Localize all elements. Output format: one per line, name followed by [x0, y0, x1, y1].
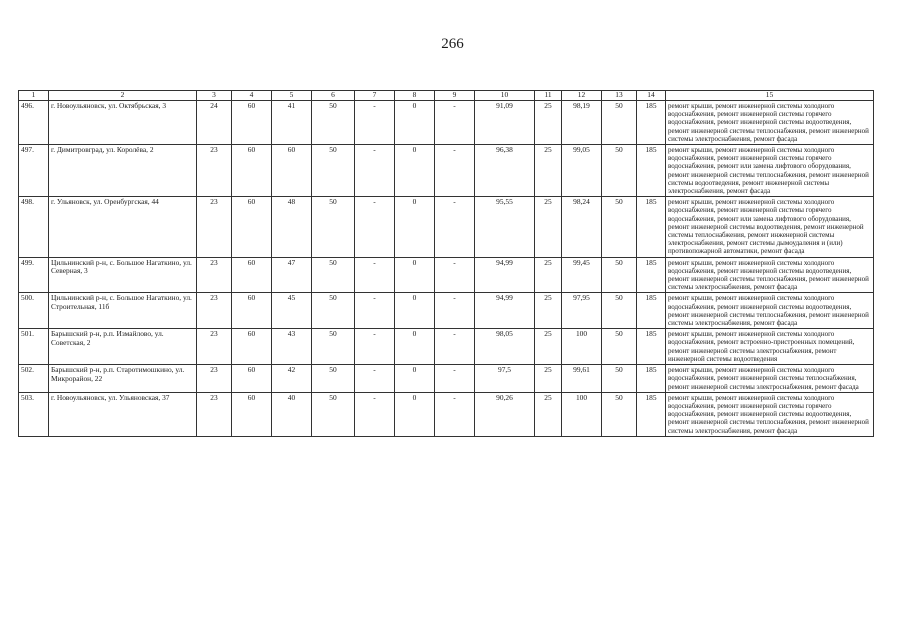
row-address: г. Ульяновск, ул. Оренбургская, 44 [49, 197, 197, 257]
row-col-5: 40 [272, 392, 312, 436]
row-col-10: 97,5 [475, 365, 535, 393]
row-works: ремонт крыши, ремонт инженерной системы холодного водоснабжения, ремонт инженерной системы горячего водоснабжения, ремонт или замена лифтового оборудования, ремонт инженерной системы водоотведения, ремонт инженерной системы теплоснабжения, ремонт инженерной системы электроснабжения, ремонт системы дымоудаления и (или) противопожарной автоматики, ремонт фасада [666, 197, 874, 257]
row-col-12: 99,45 [562, 257, 602, 293]
row-works: ремонт крыши, ремонт инженерной системы холодного водоснабжения, ремонт инженерной системы водоотведения, ремонт инженерной системы теплоснабжения, ремонт инженерной системы электроснабжения, ремонт фасада [666, 257, 874, 293]
row-number: 500. [19, 293, 49, 329]
row-col-5: 60 [272, 145, 312, 197]
row-col-12: 97,95 [562, 293, 602, 329]
row-col-7: - [355, 293, 395, 329]
row-number: 498. [19, 197, 49, 257]
table-row [19, 145, 874, 197]
row-col-3: 23 [197, 257, 232, 293]
row-col-10: 90,26 [475, 392, 535, 436]
row-col-9: - [435, 257, 475, 293]
row-col-12: 99,61 [562, 365, 602, 393]
row-col-5: 45 [272, 293, 312, 329]
row-col-9: - [435, 329, 475, 365]
row-col-6: 50 [312, 392, 355, 436]
row-col-7: - [355, 145, 395, 197]
row-col-13: 50 [602, 101, 637, 145]
row-col-5: 41 [272, 101, 312, 145]
column-header: 6 [312, 91, 355, 101]
row-number: 497. [19, 145, 49, 197]
row-col-10: 91,09 [475, 101, 535, 145]
row-col-5: 47 [272, 257, 312, 293]
row-col-14: 185 [637, 257, 666, 293]
row-col-3: 23 [197, 145, 232, 197]
table-row [19, 101, 874, 145]
row-col-4: 60 [232, 197, 272, 257]
row-works: ремонт крыши, ремонт инженерной системы холодного водоснабжения, ремонт инженерной системы водоотведения, ремонт инженерной системы теплоснабжения, ремонт инженерной системы электроснабжения, ремонт фасада [666, 293, 874, 329]
row-col-6: 50 [312, 257, 355, 293]
column-header: 7 [355, 91, 395, 101]
row-col-4: 60 [232, 257, 272, 293]
row-col-12: 99,05 [562, 145, 602, 197]
row-works: ремонт крыши, ремонт инженерной системы холодного водоснабжения, ремонт инженерной системы горячего водоснабжения, ремонт инженерной системы водоотведения, ремонт инженерной системы теплоснабжения, ремонт инженерной системы электроснабжения, ремонт фасада [666, 392, 874, 436]
row-col-14: 185 [637, 101, 666, 145]
row-col-14: 185 [637, 293, 666, 329]
column-header: 9 [435, 91, 475, 101]
row-col-13: 50 [602, 365, 637, 393]
row-col-10: 94,99 [475, 257, 535, 293]
row-col-11: 25 [535, 365, 562, 393]
row-number: 502. [19, 365, 49, 393]
table-row [19, 293, 874, 329]
column-header: 15 [666, 91, 874, 101]
row-col-4: 60 [232, 329, 272, 365]
row-works: ремонт крыши, ремонт инженерной системы холодного водоснабжения, ремонт встроенно-пристроенных помещений, ремонт инженерной системы электроснабжения, ремонт инженерной системы водоотведения [666, 329, 874, 365]
row-col-8: 0 [395, 257, 435, 293]
table-row [19, 392, 874, 436]
row-col-3: 23 [197, 329, 232, 365]
row-col-5: 42 [272, 365, 312, 393]
row-col-9: - [435, 145, 475, 197]
row-col-6: 50 [312, 329, 355, 365]
row-col-11: 25 [535, 392, 562, 436]
row-address: г. Димитровград, ул. Королёва, 2 [49, 145, 197, 197]
column-header: 11 [535, 91, 562, 101]
row-col-7: - [355, 329, 395, 365]
row-col-13: 50 [602, 329, 637, 365]
row-col-4: 60 [232, 392, 272, 436]
row-col-13: 50 [602, 145, 637, 197]
row-col-7: - [355, 365, 395, 393]
table-row [19, 329, 874, 365]
row-col-13: 50 [602, 392, 637, 436]
row-col-12: 100 [562, 392, 602, 436]
row-col-4: 60 [232, 365, 272, 393]
row-col-3: 24 [197, 101, 232, 145]
column-header: 14 [637, 91, 666, 101]
row-col-13: 50 [602, 293, 637, 329]
row-col-8: 0 [395, 101, 435, 145]
row-number: 501. [19, 329, 49, 365]
row-col-7: - [355, 197, 395, 257]
column-header: 5 [272, 91, 312, 101]
row-number: 499. [19, 257, 49, 293]
row-col-4: 60 [232, 293, 272, 329]
registry-table [18, 90, 874, 437]
row-col-8: 0 [395, 197, 435, 257]
row-col-8: 0 [395, 293, 435, 329]
row-col-10: 96,38 [475, 145, 535, 197]
row-col-8: 0 [395, 329, 435, 365]
column-header: 12 [562, 91, 602, 101]
row-col-3: 23 [197, 293, 232, 329]
row-col-5: 48 [272, 197, 312, 257]
row-col-11: 25 [535, 197, 562, 257]
column-header: 10 [475, 91, 535, 101]
header-row [19, 91, 874, 101]
row-col-6: 50 [312, 365, 355, 393]
row-col-6: 50 [312, 293, 355, 329]
row-number: 496. [19, 101, 49, 145]
row-col-10: 98,05 [475, 329, 535, 365]
row-number: 503. [19, 392, 49, 436]
row-col-9: - [435, 197, 475, 257]
row-col-10: 94,99 [475, 293, 535, 329]
row-col-13: 50 [602, 257, 637, 293]
row-col-11: 25 [535, 329, 562, 365]
row-works: ремонт крыши, ремонт инженерной системы холодного водоснабжения, ремонт инженерной системы теплоснабжения, ремонт инженерной системы электроснабжения, ремонт фасада [666, 365, 874, 393]
row-address: г. Новоульяновск, ул. Октябрьская, 3 [49, 101, 197, 145]
row-col-14: 185 [637, 197, 666, 257]
row-col-11: 25 [535, 145, 562, 197]
column-header: 1 [19, 91, 49, 101]
row-col-14: 185 [637, 365, 666, 393]
row-col-8: 0 [395, 392, 435, 436]
row-address: г. Новоульяновск, ул. Ульяновская, 37 [49, 392, 197, 436]
table-row [19, 197, 874, 257]
column-header: 2 [49, 91, 197, 101]
row-col-6: 50 [312, 145, 355, 197]
row-col-9: - [435, 392, 475, 436]
row-col-3: 23 [197, 197, 232, 257]
row-address: Барышский р-н, р.п. Измайлово, ул. Советская, 2 [49, 329, 197, 365]
row-col-6: 50 [312, 197, 355, 257]
row-col-9: - [435, 101, 475, 145]
row-col-14: 185 [637, 392, 666, 436]
row-col-14: 185 [637, 329, 666, 365]
row-col-7: - [355, 392, 395, 436]
row-col-11: 25 [535, 257, 562, 293]
row-col-11: 25 [535, 101, 562, 145]
row-col-7: - [355, 257, 395, 293]
row-col-3: 23 [197, 365, 232, 393]
row-address: Барышский р-н, р.п. Старотимошкино, ул. Микрорайон, 22 [49, 365, 197, 393]
page-number: 266 [441, 36, 464, 52]
row-col-9: - [435, 293, 475, 329]
row-col-6: 50 [312, 101, 355, 145]
row-works: ремонт крыши, ремонт инженерной системы холодного водоснабжения, ремонт инженерной системы горячего водоснабжения, ремонт инженерной системы водоотведения, ремонт инженерной системы теплоснабжения, ремонт инженерной системы электроснабжения, ремонт фасада [666, 101, 874, 145]
row-col-13: 50 [602, 197, 637, 257]
row-col-4: 60 [232, 101, 272, 145]
row-col-5: 43 [272, 329, 312, 365]
row-col-4: 60 [232, 145, 272, 197]
row-col-12: 98,24 [562, 197, 602, 257]
column-header: 13 [602, 91, 637, 101]
row-col-14: 185 [637, 145, 666, 197]
row-col-3: 23 [197, 392, 232, 436]
row-col-7: - [355, 101, 395, 145]
row-works: ремонт крыши, ремонт инженерной системы холодного водоснабжения, ремонт инженерной системы горячего водоснабжения, ремонт или замена лифтового оборудования, ремонт инженерной системы теплоснабжения, ремонт инженерной системы водоотведения, ремонт инженерной системы электроснабжения, ремонт фасада [666, 145, 874, 197]
row-col-8: 0 [395, 365, 435, 393]
column-header: 4 [232, 91, 272, 101]
row-address: Цильнинский р-н, с. Большое Нагаткино, ул. Северная, 3 [49, 257, 197, 293]
row-col-8: 0 [395, 145, 435, 197]
row-col-11: 25 [535, 293, 562, 329]
row-col-12: 100 [562, 329, 602, 365]
row-address: Цильнинский р-н, с. Большое Нагаткино, ул. Строительная, 11б [49, 293, 197, 329]
column-header: 8 [395, 91, 435, 101]
column-header: 3 [197, 91, 232, 101]
row-col-12: 98,19 [562, 101, 602, 145]
table-row [19, 365, 874, 393]
row-col-9: - [435, 365, 475, 393]
table-row [19, 257, 874, 293]
row-col-10: 95,55 [475, 197, 535, 257]
